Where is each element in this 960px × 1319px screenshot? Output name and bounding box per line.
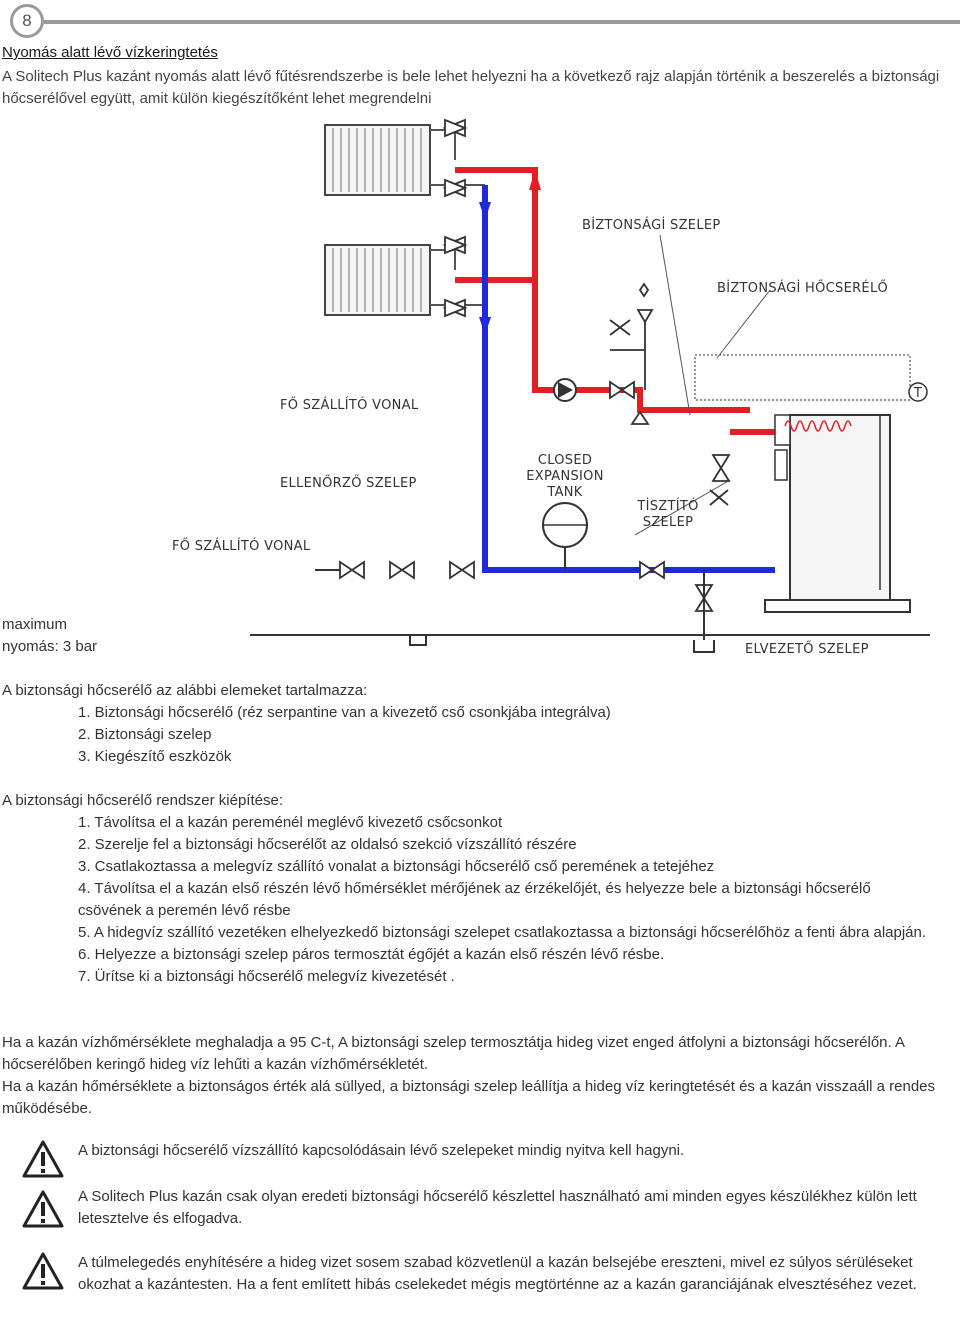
page-number: 8 [10, 4, 44, 38]
warning-text: A Solitech Plus kazán csak olyan eredeti biztonsági hőcserélő készlettel használható ami minden egyes készülékhez külön lett letesztelve és elfogadva. [78, 1188, 917, 1227]
warning-text: A túlmelegedés enyhítésére a hideg vizet sosem szabad közvetlenül a kazán belsejébe ereszteni, mivel ez súlyos sérüléseket okozhat a kazántesten. Ha a fent említett hibás cselekedet mégis megtörténne az a kazán garanciájának elvesztéséhez vezet. [78, 1254, 917, 1293]
boiler [765, 415, 910, 612]
label-main-supply-top: FŐ SZÁLLÍTÓ VONAL [280, 398, 419, 413]
page-header [0, 0, 960, 44]
list-item: 3. Kiegészítő eszközök [78, 748, 232, 765]
warning-3 [22, 1252, 922, 1318]
cold-flow-arrow-top [479, 202, 491, 220]
safety-valve-assembly [610, 284, 652, 390]
label-check-valve: ELLENŐRZŐ SZELEP [280, 476, 417, 491]
section-heading: Nyomás alatt lévő vízkeringtetés [2, 44, 218, 61]
label-safety-exchanger: BİZTONSÁGİ HŐCSERÉLŐ [717, 281, 889, 296]
install-steps-list [78, 812, 938, 988]
warning-1 [22, 1140, 922, 1180]
label-safety-valve: BİZTONSÁGİ SZELEP [582, 218, 721, 233]
list-item: 5. A hidegvíz szállító vezetéken elhelyezkedő biztonsági szelepet csatlakoztassa a biztonsági hőcserélőhöz a fenti ábra alapján. [78, 924, 927, 941]
label-cleaning-valve-1: TİSZTÍTÓ [637, 499, 699, 514]
contents-list [78, 702, 938, 768]
contents-title: A biztonsági hőcserélő az alábbi elemeket tartalmazza: [2, 682, 368, 699]
leader-lines [635, 235, 770, 535]
warning-icon [22, 1252, 64, 1290]
max-pressure-line-1: maximum [2, 616, 68, 633]
radiator-bottom [325, 245, 430, 315]
exchanger-outline [695, 355, 910, 400]
label-drain-valve: ELVEZETŐ SZELEP [745, 642, 869, 657]
warning-icon [22, 1140, 64, 1178]
explanation-paragraph-1: Ha a kazán vízhőmérséklete meghaladja a 95 C-t, A biztonsági szelep termosztátja hideg vizet enged átfolyni a biztonsági hőcserélőn. A hőcserélőben keringő hideg víz lehűti a kazán vízhőmérsékletét. [2, 1034, 905, 1073]
explanation-paragraph-2: Ha a kazán hőmérséklete a biztonságos érték alá süllyed, a biztonsági szelep leállítja a hideg víz keringtetését és a kazán visszaáll a rendes működésébe. [2, 1078, 936, 1117]
warning-icon [22, 1190, 64, 1228]
list-item: 7. Ürítse ki a biztonsági hőcserélő melegvíz kivezetését . [78, 968, 455, 985]
max-pressure-note [2, 614, 97, 658]
thermometer-label: T [913, 386, 923, 401]
list-item: 3. Csatlakoztassa a melegvíz szállító vonalat a biztonsági hőcserélő cső peremének a tetejéhez [78, 858, 715, 875]
circulation-pump [554, 379, 576, 401]
list-item: 1. Biztonsági hőcserélő (réz serpantine van a kivezető cső csonkjába integrálva) [78, 704, 611, 721]
warning-text: A biztonsági hőcserélő vízszállító kapcsolódásain lévő szelepeket mindig nyitva kell hagyni. [78, 1142, 685, 1159]
intro-paragraph: A Solitech Plus kazánt nyomás alatt lévő fűtésrendszerbe is bele lehet helyezni ha a következő rajz alapján történik a beszerelés a biztonsági hőcserélővel együtt, amit külön kiegészítőként lehet megrendelni [2, 68, 940, 107]
list-item: 1. Távolítsa el a kazán pereménél meglévő kivezető csőcsonkot [78, 814, 503, 831]
list-item: 4. Távolítsa el a kazán első részén lévő hőmérséklet mérőjének az érzékelőjét, és helyezze bele a biztonsági hőcserélő csövének a peremén lévő résbe [78, 880, 871, 919]
list-item: 6. Helyezze a biztonsági szelep páros termosztát égőjét a kazán első részén lévő résbe. [78, 946, 665, 963]
label-cleaning-valve-2: SZELEP [642, 515, 694, 530]
cold-flow-arrow-bottom [479, 317, 491, 335]
max-pressure-line-2: nyomás: 3 bar [2, 638, 98, 655]
label-closed-expansion-2: EXPANSION [526, 469, 604, 484]
label-main-supply-bottom: FŐ SZÁLLÍTÓ VONAL [172, 539, 311, 554]
thermometer-icon [909, 383, 927, 401]
radiator-top [325, 125, 430, 195]
cold-return-pipe [485, 185, 775, 570]
expansion-tank [543, 503, 587, 570]
list-item: 2. Biztonsági szelep [78, 726, 212, 743]
install-title: A biztonsági hőcserélő rendszer kiépítése: [2, 792, 283, 809]
list-item: 2. Szerelje fel a biztonsági hőcserélőt az oldalsó szekció vízszállító részére [78, 836, 577, 853]
installation-diagram [172, 110, 930, 670]
header-rule [44, 20, 960, 24]
warning-2 [22, 1186, 922, 1230]
label-closed-expansion-1: CLOSED [537, 453, 593, 468]
label-closed-expansion-3: TANK [547, 485, 583, 500]
boiler-valves [710, 455, 729, 505]
